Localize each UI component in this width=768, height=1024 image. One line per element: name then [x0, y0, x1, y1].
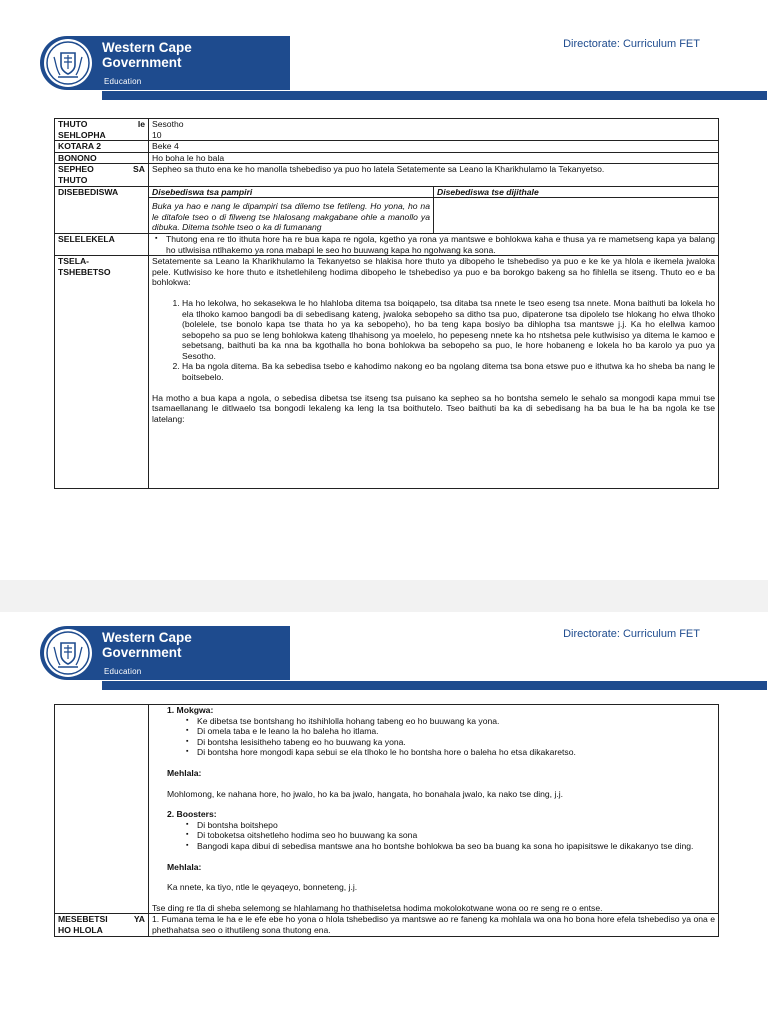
examples-text: Mohlomong, ke nahana hore, ho jwalo, ho ka ba jwalo, hangata, ho bonahala jwalo, ka nako tse ding, j.j. — [167, 788, 564, 799]
row-label: BONONO — [55, 152, 149, 164]
lesson-table-continued — [54, 704, 719, 937]
header-rule — [102, 91, 767, 100]
header-rule — [102, 681, 767, 690]
boosters-list — [167, 820, 715, 852]
table-row — [55, 141, 719, 153]
mokgwa-list — [167, 716, 715, 758]
department-name: Education — [104, 77, 142, 86]
examples-text: Ka nnete, ka tiyo, ntle le qeyaqeyo, bonneteng, j.j. — [167, 882, 358, 893]
activity-text: 1. Fumana tema le ha e le efe ebe ho yona o hlola tshebediso ya mantswe ao re faneng ka mohlala wa ona ho bona hore efela tshebediso ya ona e phethahatsa seo o ithutileng sona thutong ena. — [149, 914, 719, 936]
table-row — [55, 233, 719, 255]
paper-resources-heading: Disebediswa tsa pampiri — [149, 186, 434, 198]
list-item: ▪ Thutong ena re tlo ithuta hore ha re bua kapa re ngola, kgetho ya rona ya mantswe e bohlokwa kaha e thusa ya re mametseng kapa ya balang ho utlwisisa ntlhakemo ya rona mabapi le seo ho buuwang kapa ho ngolwang ka sona. — [166, 234, 715, 255]
directorate-label: Directorate: Curriculum FET — [563, 628, 700, 640]
examples-heading: Mehlala: — [167, 861, 202, 872]
list-item: ▪ Di omela taba e le leano la ho baleha ho itlama. — [197, 726, 715, 737]
table-row — [55, 914, 719, 936]
row-value: Ho boha le ho bala — [149, 152, 719, 164]
table-row — [55, 198, 719, 234]
wcg-logo — [40, 36, 290, 90]
row-value — [149, 233, 719, 255]
page-header — [40, 626, 730, 690]
wcg-logo — [40, 626, 290, 680]
row-label — [55, 705, 149, 914]
examples-heading: Mehlala: — [167, 767, 202, 778]
document-page-2 — [0, 612, 768, 1024]
mokgwa-heading: 1. Mokgwa: — [167, 705, 214, 715]
list-item: ▪ Ke dibetsa tse bontshang ho itshihlolla hohang tabeng eo ho buuwang ka yona. — [197, 716, 715, 727]
row-value — [149, 705, 719, 914]
closing-text: Tse ding re tla di sheba selemong se hlahlamang ho thathiseletsa hodima mokolokotwane wona oo re seng re o entse. — [152, 902, 603, 913]
digital-resources-text — [434, 198, 719, 234]
department-name: Education — [104, 667, 142, 676]
row-value: Sesotho 10 — [149, 119, 719, 141]
org-name-line1: Western Cape — [102, 630, 192, 645]
row-label: DISEBEDISWA — [55, 186, 149, 233]
list-item: 2. Ha ba ngola ditema. Ba ka sebedisa tsebo e kahodimo nakong eo ba ngolang ditema tsa bona etswe puo e ithutwa ka ho sheba ba nang le boitsebelo. — [182, 361, 715, 382]
method-paragraph-2: Ha motho a bua kapa a ngola, o sebedisa dibetsa tse itseng tsa puisano ka sepheo sa ho bontsha semelo le sehalo sa mongodi kapa mmui tse tsamaellanang le ditlwaelo tsa bongodi lekaleng ka leng la tsa boithutelo. Tseo baithuti ba ka di sebedisang ha ba bua le ha ba ngola ke tse latelang: — [152, 392, 716, 424]
org-name-line1: Western Cape — [102, 40, 192, 55]
coat-of-arms-icon — [44, 39, 92, 87]
list-item: ▪ Di bontsha hore mongodi kapa sebui se ela tlhoko le ho bontsha hore o baleha ho etsa dikakaretso. — [197, 747, 715, 758]
directorate-label: Directorate: Curriculum FET — [563, 38, 700, 50]
row-label: MESEBETSI YA HO HLOLA — [55, 914, 149, 936]
paper-resources-text: Buka ya hao e nang le dipampiri tsa dilemo tse fetileng. Ho yona, ho na le ditafole tseo o di filweng tse hlalosang makgabane ohle a manollo ya dibuka. Ditema tsohle tseo o ka di fumanang — [149, 198, 434, 234]
row-value: Sepheo sa thuto ena ke ho manolla tshebediso ya puo ho latela Setatemente sa Leano la Kharikhulamo la Tekanyetso. — [149, 164, 719, 186]
table-row — [55, 256, 719, 489]
list-item: ▪ Di toboketsa oitshetleho hodima seo ho buuwang ka sona — [197, 830, 715, 841]
org-name-line2: Government — [102, 55, 182, 70]
table-row — [55, 164, 719, 186]
list-item: ▪ Di bontsha lesisitheho tabeng eo ho buuwang ka yona. — [197, 737, 715, 748]
row-value — [149, 256, 719, 489]
lesson-table — [54, 118, 719, 489]
org-name-line2: Government — [102, 645, 182, 660]
table-row — [55, 152, 719, 164]
coat-of-arms-icon — [44, 629, 92, 677]
row-label: SEPHEO SA THUTO — [55, 164, 149, 186]
digital-resources-heading: Disebediswa tse dijithale — [434, 186, 719, 198]
page-header — [40, 36, 730, 100]
list-item: 1. Ha ho lekolwa, ho sekasekwa le ho hlahloba ditema tsa boiqapelo, tsa ditaba tsa nnete le tseo eseng tsa nnete. Mona baithuti ba lokela ho ela tlhoko kamoo bangodi ba di sebedisang kateng, jwaloka sebopeho sa ditho tsa puo, dipaterone tsa dipolelo tse hlokang ho elwa tlhoko (bolelele, tse bonolo kapa tse thata ho ya ka sebopeho), ho ba teng kapa bosiyo ba dihlopha tsa mantswe j.j. Ka ho elellwa kamoo sebopeho sa puo se leng bohlokwa kateng tlhahisong ya moelelo, ho pepeseng nnete ka ho ntshetsa pele kutlwisiso ya ditema le kamoo e sebetsang, baithuti ba ka nna ba kgothalla ho bona bohlokwa ba sebopeho sa puo, le hore hobaneng e lokela ho ba karolo ya puo ya Sesotho. — [182, 298, 715, 362]
table-row — [55, 705, 719, 914]
boosters-heading: 2. Boosters: — [167, 809, 217, 820]
row-label: THUTO le SEHLOPHA — [55, 119, 149, 141]
row-label: TSELA- TSHEBETSO — [55, 256, 149, 489]
table-row — [55, 119, 719, 141]
list-item: ▪ Bangodi kapa dibui di sebedisa mantswe ana ho bontshe bohlokwa ba seo ba buang ka sona ho ipapisitswe le dikakanyo tse ding. — [197, 841, 715, 852]
row-label: SELELEKELA — [55, 233, 149, 255]
row-value: Beke 4 — [149, 141, 719, 153]
method-paragraph-1: Setatemente sa Leano la Kharikhulamo la Tekanyetso se hlakisa hore thuto ya dibopeho le tshebediso ya puo e ke ke ya hlola e ikemela jwaloka pele. Kutlwisiso ke hore thuto e itshetlehileng hodima dibopeho le tshebediso ya puo e ba borokgo bakeng sa ho fihlella se itseng. Thuto eo e ba bohlokwa: — [152, 256, 716, 288]
table-row — [55, 186, 719, 198]
row-label: KOTARA 2 — [55, 141, 149, 153]
method-list — [152, 298, 715, 383]
list-item: ▪ Di bontsha boitshepo — [197, 820, 715, 831]
